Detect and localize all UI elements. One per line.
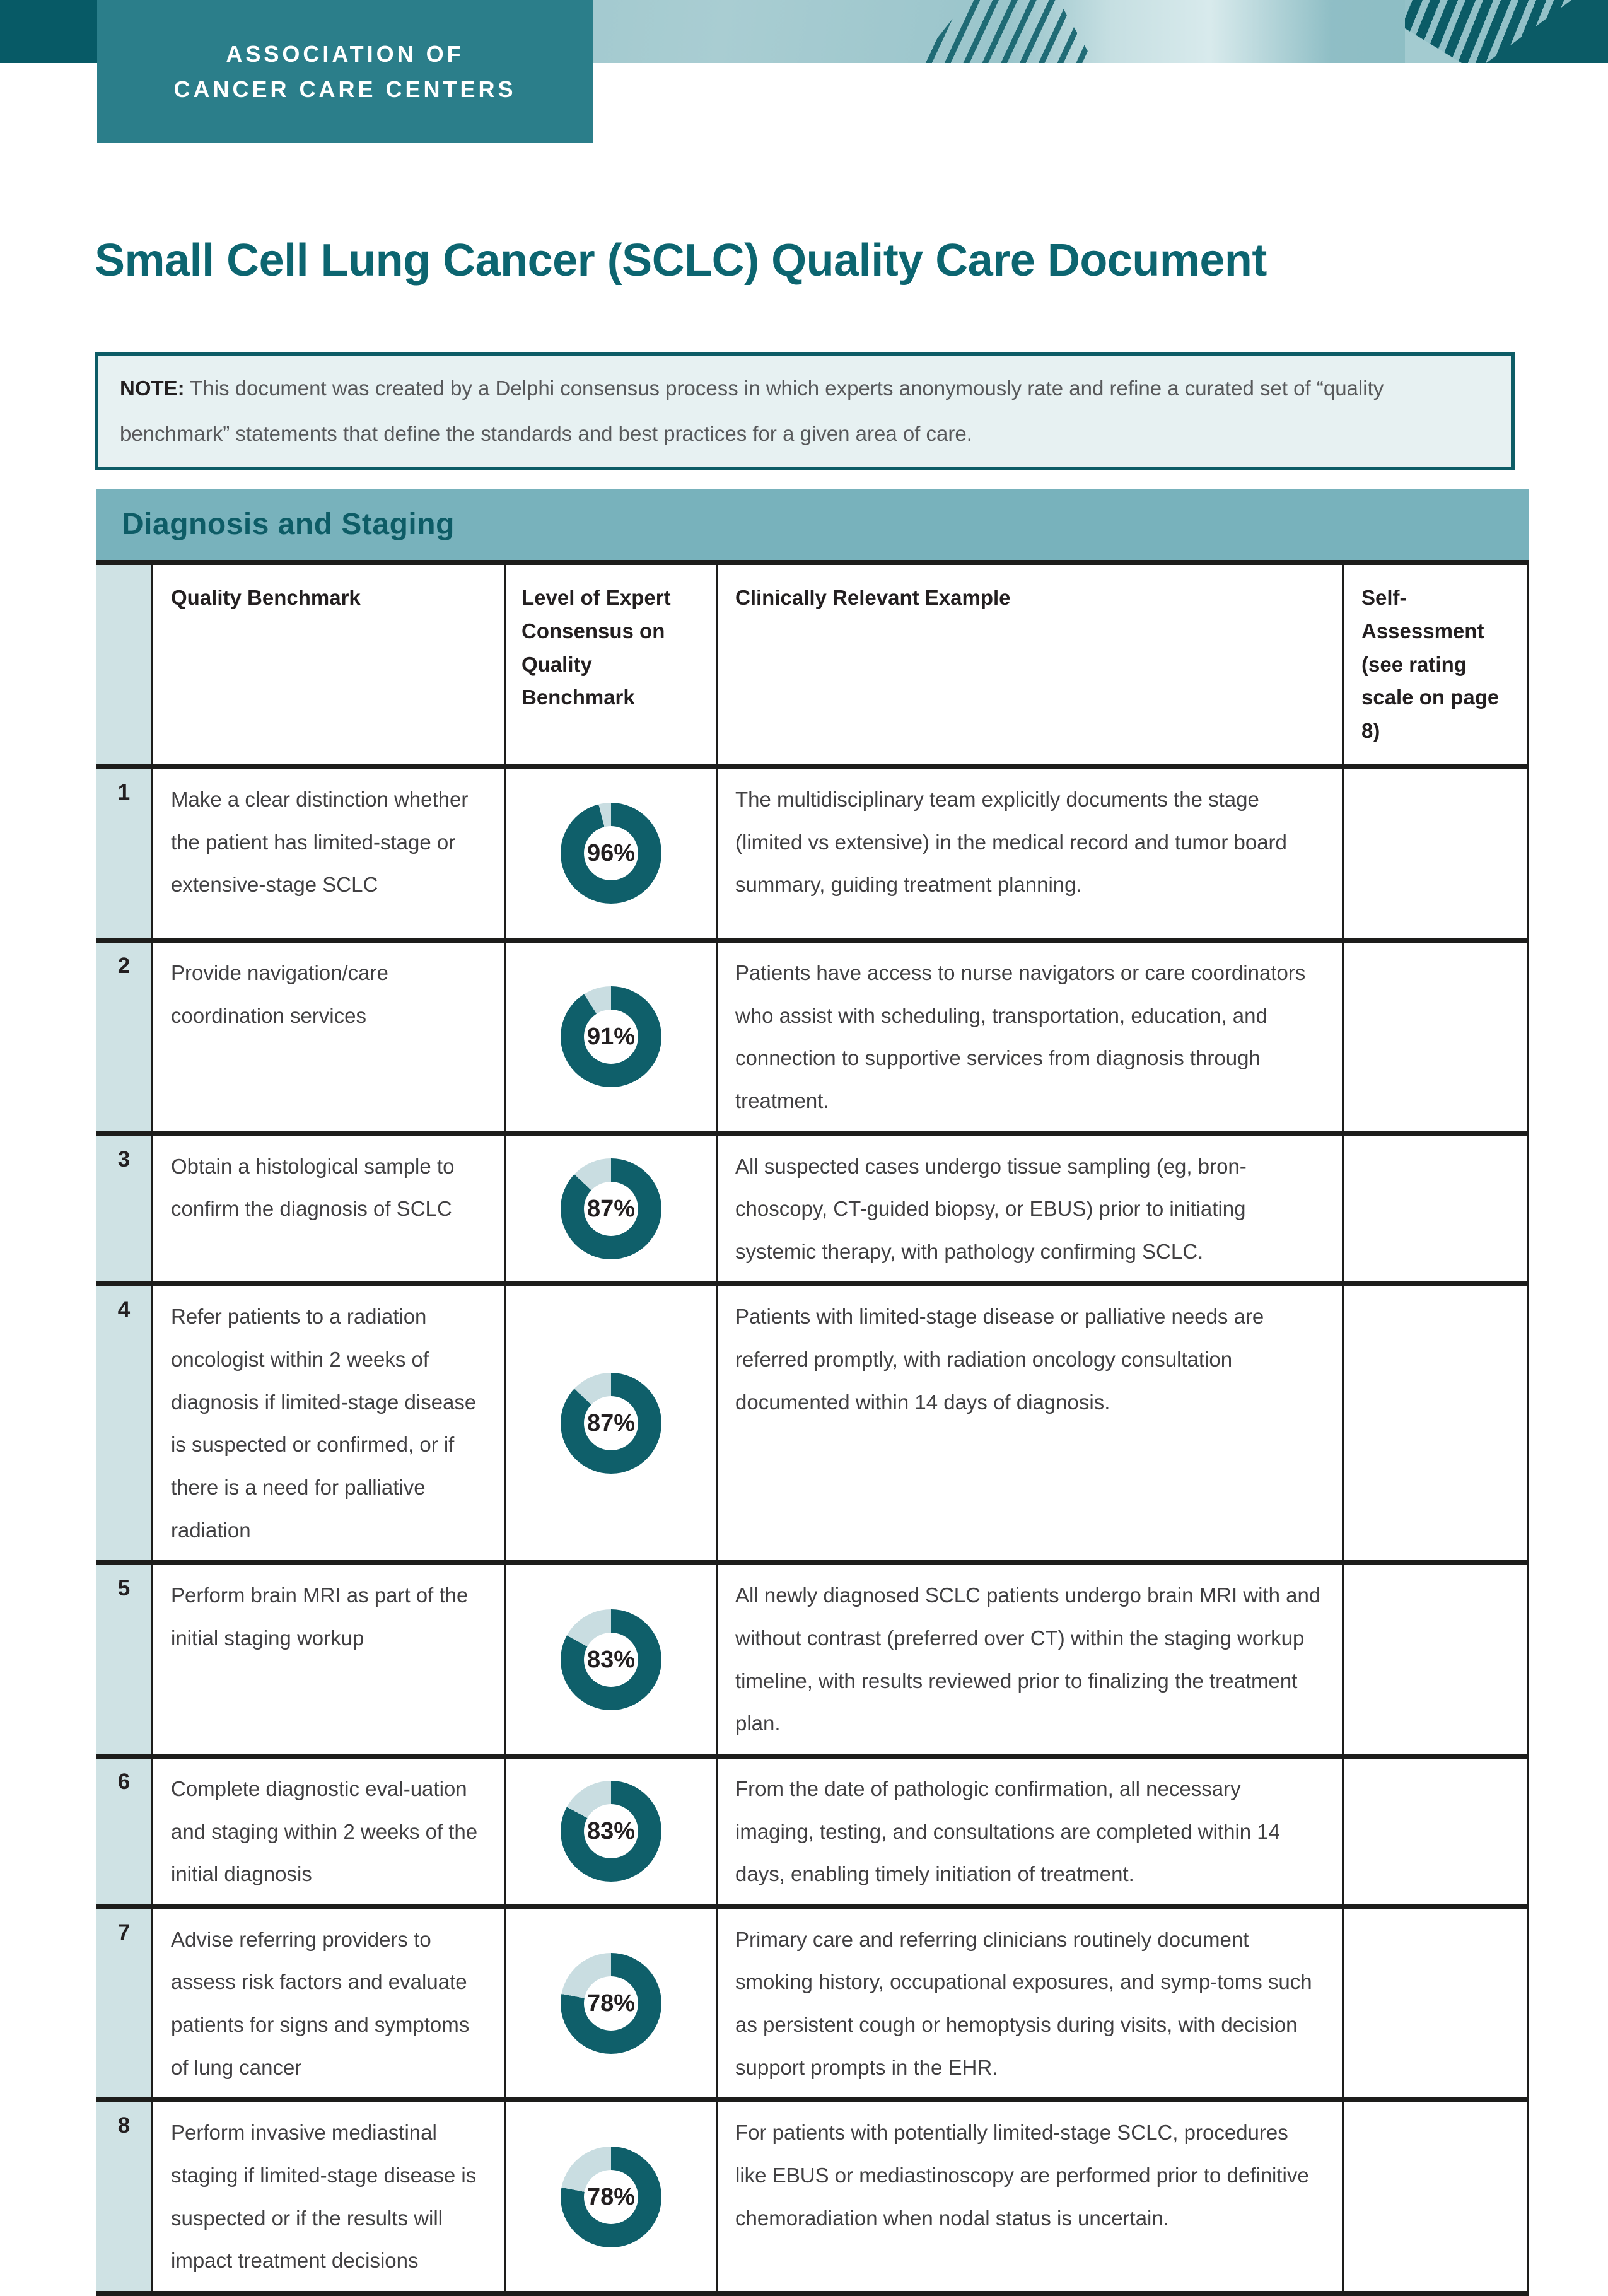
example-text: From the date of pathologic confirmation, all necessary imaging, testing, and consultations are completed within 14 days, enabling timely initiation of treatment.: [716, 1759, 1342, 1904]
header-consensus: Level of Expert Consensus on Quality Benchmark: [504, 565, 716, 764]
table-row: [96, 1759, 1529, 1909]
self-assessment-cell: [1342, 1565, 1529, 1754]
benchmark-text: Complete diagnostic eval-uation and staging within 2 weeks of the initial diagnosis: [151, 1759, 504, 1904]
consensus-cell: [504, 1759, 716, 1904]
benchmark-text: Advise referring providers to assess risk factors and evaluate patients for signs and symptoms of lung cancer: [151, 1909, 504, 2098]
self-assessment-cell: [1342, 943, 1529, 1131]
example-text: All suspected cases undergo tissue sampling (eg, bron-choscopy, CT-guided biopsy, or EBUS) prior to initiating systemic therapy, with pathology confirming SCLC.: [716, 1136, 1342, 1282]
donut-hole: [584, 2170, 638, 2224]
row-number: 4: [96, 1286, 151, 1560]
org-name-line1: ASSOCIATION OF: [226, 40, 464, 67]
example-text: Primary care and referring clinicians routinely document smoking history, occupational exposures, and symp-toms such as persistent cough or hemoptysis during visits, with decision support prompts in the EHR.: [716, 1909, 1342, 2098]
section-title: Diagnosis and Staging: [122, 508, 455, 541]
note-text: [120, 366, 1489, 457]
benchmark-text: Perform brain MRI as part of the initial staging workup: [151, 1565, 504, 1754]
consensus-cell: [504, 1909, 716, 2098]
consensus-percentage: 78%: [586, 1990, 636, 2017]
row-number: 2: [96, 943, 151, 1131]
header-number-cell: [96, 565, 151, 764]
table-row: [96, 2102, 1529, 2296]
consensus-donut-chart: [561, 1158, 661, 1259]
donut-hole: [584, 1010, 638, 1064]
row-number: 6: [96, 1759, 151, 1904]
row-number: 5: [96, 1565, 151, 1754]
note-body: This document was created by a Delphi consensus process in which experts anonymously rate and refine a curated set of “quality benchmark” statements that define the standards and best practices for a given area of care.: [120, 376, 1384, 445]
donut-hole: [584, 1633, 638, 1687]
table-row: [96, 1286, 1529, 1565]
benchmark-text: Refer patients to a radiation oncologist within 2 weeks of diagnosis if limited-stage disease is suspected or confirmed, or if there is a need for palliative radiation: [151, 1286, 504, 1560]
table-row: [96, 1565, 1529, 1759]
org-logo: [97, 0, 593, 143]
self-assessment-cell: [1342, 1286, 1529, 1560]
benchmark-text: Make a clear distinction whether the patient has limited-stage or extensive-stage SCLC: [151, 769, 504, 938]
row-number: 8: [96, 2102, 151, 2291]
example-text: For patients with potentially limited-stage SCLC, procedures like EBUS or mediastinoscopy are performed prior to definitive chemoradiation when nodal status is uncertain.: [716, 2102, 1342, 2291]
table-header-row: [96, 565, 1529, 769]
row-number: 1: [96, 769, 151, 938]
consensus-donut-chart: [561, 1953, 661, 2054]
consensus-donut-chart: [561, 1781, 661, 1882]
header-self-assessment: Self-Assessment (see rating scale on page 8): [1342, 565, 1529, 764]
consensus-cell: [504, 2102, 716, 2291]
consensus-percentage: 87%: [586, 1410, 636, 1437]
donut-hole: [584, 1804, 638, 1858]
consensus-donut-chart: [561, 2147, 661, 2247]
section-header-diagnosis-and-staging: [96, 489, 1529, 560]
row-number: 7: [96, 1909, 151, 2098]
banner-dark-corner: [1405, 0, 1608, 63]
consensus-donut-chart: [561, 986, 661, 1087]
example-text: The multidisciplinary team explicitly documents the stage (limited vs extensive) in the medical record and tumor board summary, guiding treatment planning.: [716, 769, 1342, 938]
consensus-percentage: 83%: [586, 1646, 636, 1673]
org-name-line2: CANCER CARE CENTERS: [173, 76, 516, 102]
consensus-donut-chart: [561, 803, 661, 904]
self-assessment-cell: [1342, 1909, 1529, 2098]
consensus-cell: [504, 769, 716, 938]
consensus-percentage: 96%: [586, 840, 636, 867]
consensus-donut-chart: [561, 1373, 661, 1474]
row-number: 3: [96, 1136, 151, 1282]
consensus-cell: [504, 1565, 716, 1754]
consensus-donut-chart: [561, 1609, 661, 1710]
self-assessment-cell: [1342, 1136, 1529, 1282]
donut-hole: [584, 1396, 638, 1450]
donut-hole: [584, 826, 638, 880]
consensus-percentage: 78%: [586, 2183, 636, 2210]
note-label: NOTE:: [120, 376, 185, 400]
donut-hole: [584, 1976, 638, 2031]
header-example: Clinically Relevant Example: [716, 565, 1342, 764]
table-row: [96, 769, 1529, 943]
consensus-percentage: 83%: [586, 1818, 636, 1845]
consensus-cell: [504, 1136, 716, 1282]
example-text: Patients with limited-stage disease or palliative needs are referred promptly, with radiation oncology consultation documented within 14 days of diagnosis.: [716, 1286, 1342, 1560]
donut-hole: [584, 1182, 638, 1236]
consensus-cell: [504, 1286, 716, 1560]
self-assessment-cell: [1342, 1759, 1529, 1904]
example-text: Patients have access to nurse navigators or care coordinators who assist with scheduling, transportation, education, and connection to supportive services from diagnosis through treatment.: [716, 943, 1342, 1131]
table-row: [96, 1136, 1529, 1287]
table-row: [96, 943, 1529, 1136]
consensus-percentage: 91%: [586, 1023, 636, 1051]
consensus-cell: [504, 943, 716, 1131]
corner-accent-block: [0, 0, 97, 63]
benchmark-text: Perform invasive mediastinal staging if limited-stage disease is suspected or if the results will impact treatment decisions: [151, 2102, 504, 2291]
benchmark-table: [96, 560, 1529, 2296]
header-quality-benchmark: Quality Benchmark: [151, 565, 504, 764]
self-assessment-cell: [1342, 769, 1529, 938]
table-row: [96, 1909, 1529, 2103]
benchmark-text: Provide navigation/care coordination services: [151, 943, 504, 1131]
benchmark-text: Obtain a histological sample to confirm the diagnosis of SCLC: [151, 1136, 504, 1282]
consensus-percentage: 87%: [586, 1196, 636, 1222]
note-box: [95, 352, 1515, 470]
self-assessment-cell: [1342, 2102, 1529, 2291]
page-title: Small Cell Lung Cancer (SCLC) Quality Care Document: [95, 235, 1267, 286]
example-text: All newly diagnosed SCLC patients undergo brain MRI with and without contrast (preferred over CT) within the staging workup timeline, with results reviewed prior to finalizing the treatment plan.: [716, 1565, 1342, 1754]
